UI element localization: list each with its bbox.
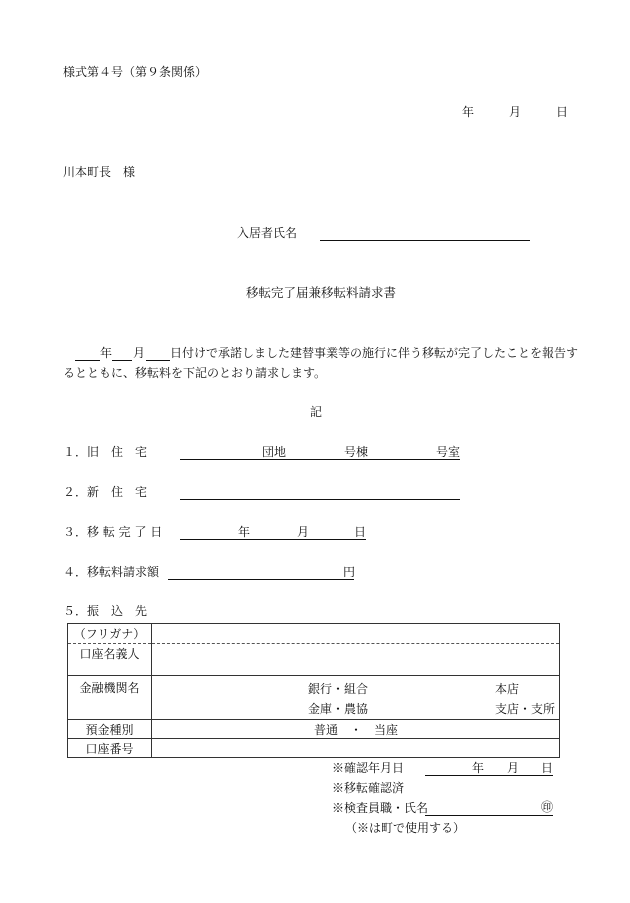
amount-unit: 円	[343, 565, 356, 579]
move-date-day: 日	[354, 525, 367, 539]
deposit-type-field[interactable]	[152, 720, 560, 739]
institution-field[interactable]	[152, 676, 560, 720]
account-number-label: 口座番号	[68, 739, 152, 758]
body-month: 月	[133, 346, 146, 360]
table-row	[68, 644, 560, 676]
office-use-note: （※は町で使用する）	[345, 821, 466, 835]
old-address-danchi: 団地	[262, 445, 287, 459]
resident-name-line[interactable]	[320, 240, 530, 241]
new-address-label: ２．新 住 宅	[63, 485, 148, 499]
amount-line[interactable]	[168, 579, 354, 580]
table-row	[68, 624, 560, 644]
old-address-label: １．旧 住 宅	[63, 445, 148, 459]
move-date-year: 年	[238, 525, 251, 539]
deposit-options: 普通 ・ 当座	[314, 722, 399, 737]
confirm-date-line[interactable]	[425, 775, 553, 776]
old-address-goushitsu: 号室	[436, 445, 461, 459]
inspector-line[interactable]	[425, 815, 553, 816]
form-number: 様式第４号（第９条関係）	[63, 65, 208, 79]
old-address-gotou: 号棟	[344, 445, 369, 459]
kinko-nokyo-option: 金庫・農協	[308, 701, 369, 716]
transfer-label: ５．振 込 先	[63, 604, 148, 618]
body-line1: 日付けで承諾しました建替事業等の施行に伴う移転が完了したことを報告す	[170, 346, 579, 360]
move-date-month: 月	[297, 525, 310, 539]
confirm-year: 年	[472, 761, 485, 775]
resident-label: 入居者氏名	[237, 226, 298, 240]
amount-label: ４．移転料請求額	[63, 565, 160, 579]
confirm-month: 月	[507, 761, 520, 775]
document-title: 移転完了届兼移転料請求書	[246, 285, 397, 300]
body-month-blank[interactable]	[112, 360, 132, 361]
body-year-blank[interactable]	[75, 360, 100, 361]
body-day-blank[interactable]	[146, 360, 170, 361]
branch-option: 支店・支所	[495, 701, 556, 716]
confirm-day: 日	[541, 761, 554, 775]
account-holder-label: 口座名義人	[68, 644, 152, 676]
body-year: 年	[100, 346, 113, 360]
date-year: 年	[462, 105, 475, 119]
table-row	[68, 720, 560, 739]
body-line2: るとともに、移転料を下記のとおり請求します。	[63, 366, 327, 380]
date-month: 月	[509, 105, 522, 119]
furigana-field[interactable]	[152, 624, 560, 644]
inspector-label: ※検査員職・氏名	[332, 801, 429, 815]
addressee: 川本町長 様	[63, 165, 136, 179]
account-number-field[interactable]	[152, 739, 560, 758]
furigana-label: （フリガナ）	[68, 624, 152, 644]
date-day: 日	[556, 105, 569, 119]
confirm-date-label: ※確認年月日	[332, 761, 405, 775]
seal-mark: ㊞	[541, 800, 554, 814]
new-address-line[interactable]	[180, 499, 460, 500]
ki-heading: 記	[310, 405, 323, 419]
move-date-line[interactable]	[180, 539, 366, 540]
bank-union-option: 銀行・組合	[308, 681, 369, 696]
move-confirmed-label: ※移転確認済	[332, 781, 405, 795]
head-office-option: 本店	[495, 681, 520, 696]
table-row	[68, 739, 560, 758]
old-address-line[interactable]	[180, 459, 460, 460]
bank-transfer-table	[67, 623, 560, 758]
move-date-label: ３．移 転 完 了 日	[63, 525, 163, 539]
account-holder-field[interactable]	[152, 644, 560, 676]
deposit-type-label: 預金種別	[68, 720, 152, 739]
table-row	[68, 676, 560, 720]
institution-label: 金融機関名	[68, 676, 152, 720]
